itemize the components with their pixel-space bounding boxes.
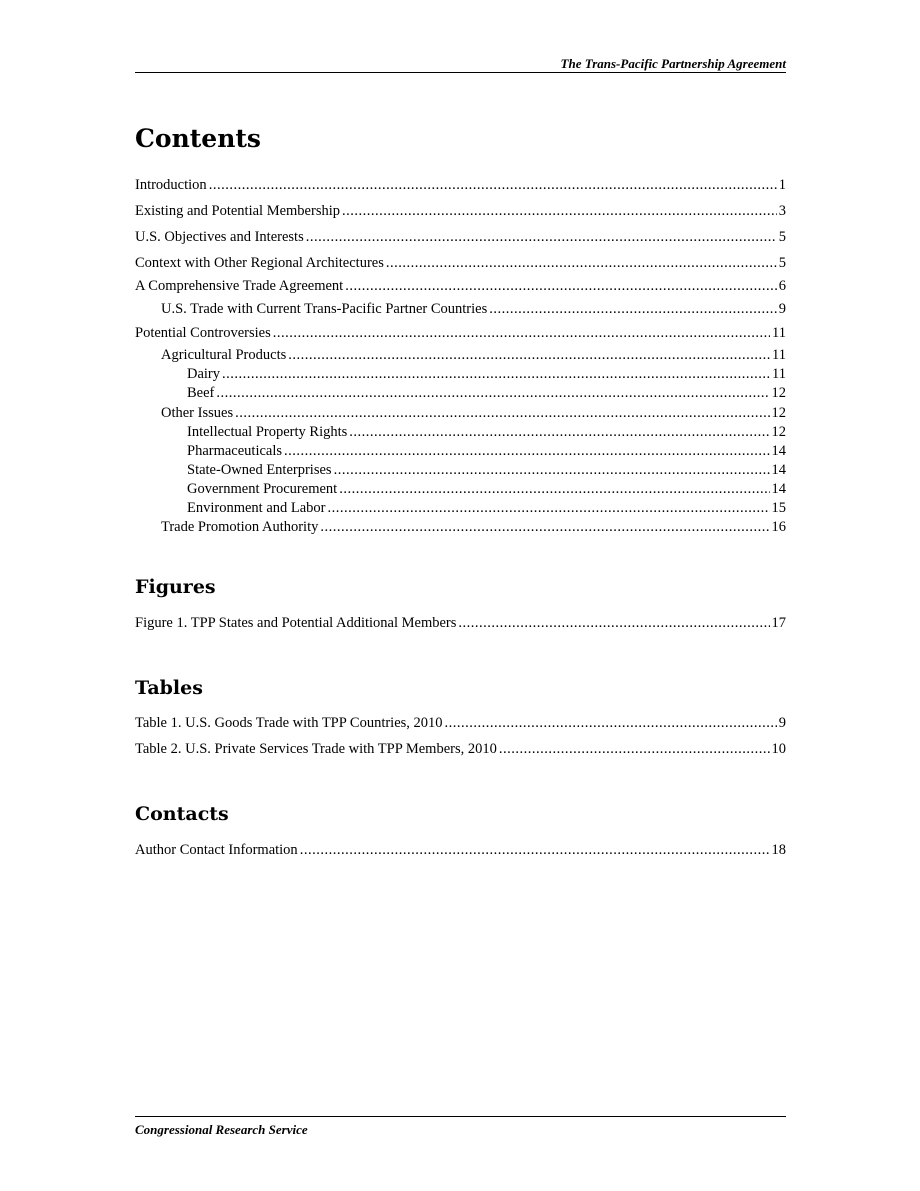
dot-leader [300,841,770,860]
dot-leader [458,614,769,633]
toc-entry-page-number: 3 [778,203,786,219]
toc-entry[interactable] [135,614,786,633]
dot-leader [339,480,769,499]
dot-leader [288,346,770,365]
toc-entry-label: Introduction [135,177,207,193]
toc-entry-label: Environment and Labor [187,500,326,516]
dot-leader [273,324,770,343]
toc-entry-page-number: 11 [772,347,786,363]
toc-entry-page-number: 15 [771,500,786,516]
toc-entry-page-number: 16 [771,519,786,535]
toc-entry-label: Potential Controversies [135,325,271,341]
dot-leader [349,423,769,442]
toc-entry[interactable] [161,300,786,319]
footer-publisher: Congressional Research Service [135,1122,308,1137]
toc-entry[interactable] [187,461,786,480]
toc-entry[interactable] [135,277,786,296]
page-footer [135,1116,786,1138]
figures-heading: Figures [135,576,216,598]
toc-entry[interactable] [135,254,786,273]
toc-entry-label: Table 2. U.S. Private Services Trade with TPP Members, 2010 [135,741,497,757]
toc-entry-page-number: 1 [778,177,786,193]
dot-leader [306,228,777,247]
toc-entry-label: Dairy [187,366,221,382]
toc-entry-label: Intellectual Property Rights [187,424,348,440]
toc-entry-label: Other Issues [161,405,234,421]
toc-entry[interactable] [187,365,786,384]
toc-entry[interactable] [187,480,786,499]
toc-entry-label: Trade Promotion Authority [161,519,319,535]
toc-entry-label: Government Procurement [187,481,338,497]
toc-entry-label: U.S. Trade with Current Trans-Pacific Partner Countries [161,301,488,317]
toc-entry-label: U.S. Objectives and Interests [135,229,304,245]
toc-entry-page-number: 9 [778,715,786,731]
toc-entry-label: Agricultural Products [161,347,287,363]
dot-leader [489,300,777,319]
toc-entry-page-number: 17 [771,615,786,631]
dot-leader [445,714,777,733]
contents-heading: Contents [135,124,262,153]
toc-entry-label: Existing and Potential Membership [135,203,340,219]
tables-heading: Tables [135,677,203,699]
toc-entry-page-number: 12 [771,405,786,421]
contacts-heading: Contacts [135,803,229,825]
dot-leader [320,518,769,537]
toc-entry-label: Beef [187,385,215,401]
toc-entry[interactable] [135,740,786,759]
toc-entry-label: Table 1. U.S. Goods Trade with TPP Countries, 2010 [135,715,443,731]
toc-entry-page-number: 11 [772,325,786,341]
dot-leader [235,404,769,423]
toc-entry-page-number: 14 [771,481,786,497]
toc-entry[interactable] [187,499,786,518]
dot-leader [284,442,769,461]
toc-entry-page-number: 11 [772,366,786,382]
running-title: The Trans-Pacific Partnership Agreement [560,56,786,71]
toc-entry[interactable] [135,714,786,733]
toc-entry-page-number: 14 [771,443,786,459]
toc-entry-label: A Comprehensive Trade Agreement [135,278,344,294]
toc-entry[interactable] [187,384,786,403]
toc-entry-page-number: 6 [778,278,786,294]
toc-entry-page-number: 5 [778,255,786,271]
toc-entry[interactable] [161,518,786,537]
toc-entry-label: Context with Other Regional Architectures [135,255,384,271]
toc-entry[interactable] [135,228,786,247]
running-header [135,56,786,73]
toc-entry-page-number: 14 [771,462,786,478]
toc-entry[interactable] [187,423,786,442]
toc-entry-page-number: 12 [771,385,786,401]
toc-entry[interactable] [161,404,786,423]
toc-entry[interactable] [161,346,786,365]
toc-entry[interactable] [135,841,786,860]
toc-entry-label: Pharmaceuticals [187,443,283,459]
dot-leader [222,365,770,384]
toc-entry[interactable] [135,176,786,195]
dot-leader [499,740,770,759]
dot-leader [334,461,770,480]
toc-entry-page-number: 10 [771,741,786,757]
toc-entry-label: Author Contact Information [135,842,298,858]
toc-entry-page-number: 9 [778,301,786,317]
dot-leader [345,277,777,296]
dot-leader [386,254,777,273]
toc-entry[interactable] [187,442,786,461]
dot-leader [209,176,777,195]
toc-entry[interactable] [135,202,786,221]
toc-entry-page-number: 12 [771,424,786,440]
toc-entry-label: State-Owned Enterprises [187,462,332,478]
dot-leader [216,384,769,403]
toc-entry[interactable] [135,324,786,343]
toc-entry-page-number: 18 [771,842,786,858]
toc-entry-page-number: 5 [778,229,786,245]
toc-entry-label: Figure 1. TPP States and Potential Additional Members [135,615,457,631]
dot-leader [328,499,770,518]
dot-leader [342,202,777,221]
